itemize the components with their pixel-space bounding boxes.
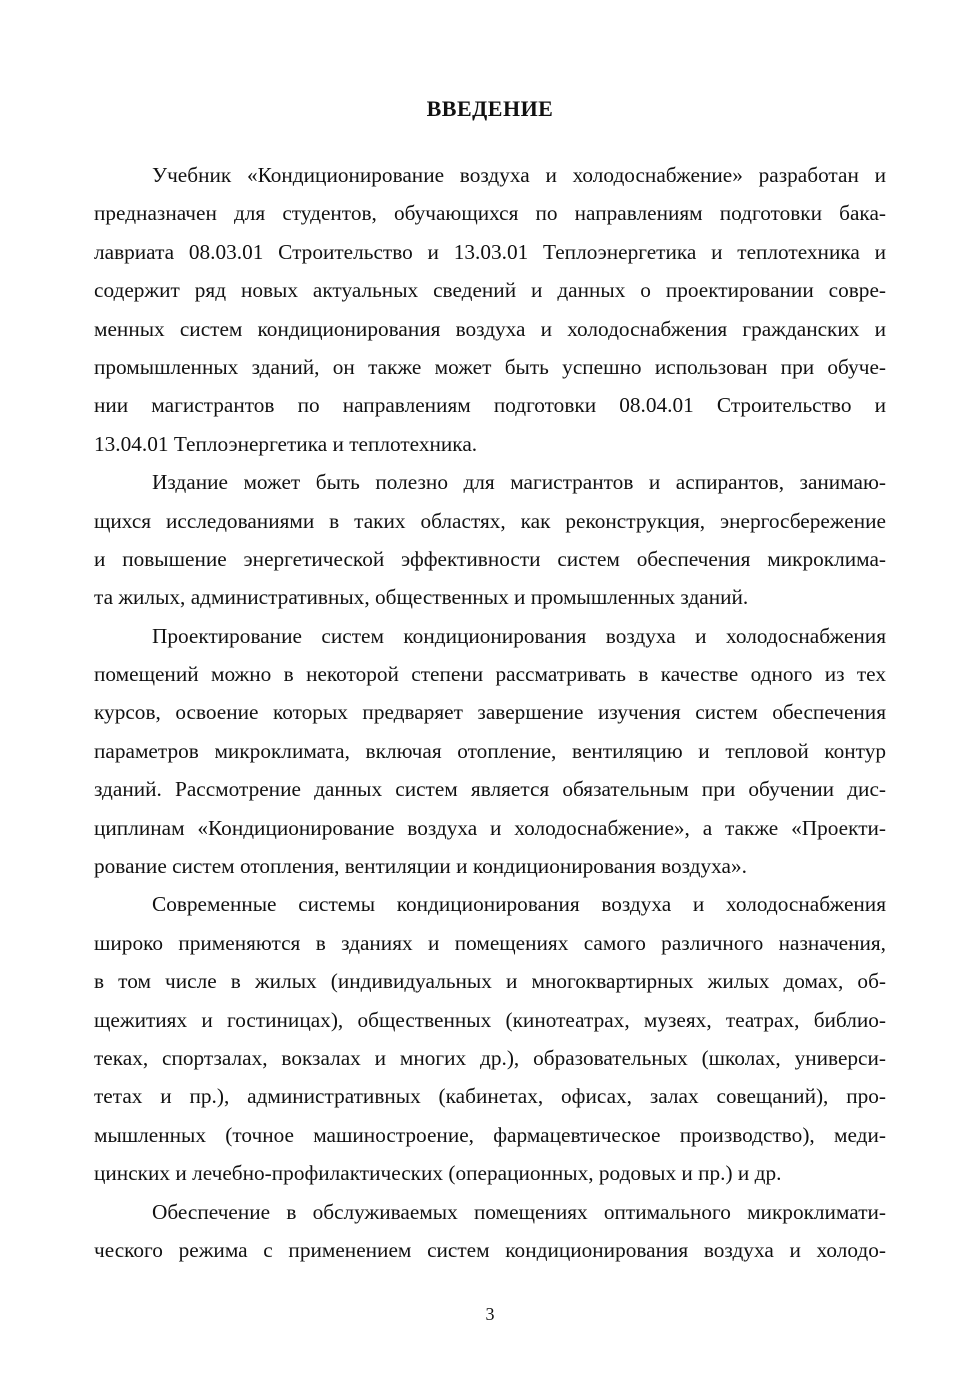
text-line: теках, спортзалах, вокзалах и многих др.), образовательных (школах, универси- (94, 1045, 886, 1070)
text-line: в том числе в жилых (индивидуальных и многоквартирных жилых домах, об- (94, 969, 886, 994)
text-line: мышленных (точное машиностроение, фармацевтическое производство), меди- (94, 1122, 886, 1147)
text-line: щежитиях и гостиницах), общественных (кинотеатрах, музеях, театрах, библио- (94, 1007, 886, 1032)
body-text (94, 156, 886, 1269)
text-line: циплинам «Кондиционирование воздуха и холодоснабжение», а также «Проекти- (94, 815, 886, 840)
text-line: та жилых, административных, общественных и промышленных зданий. (94, 585, 749, 610)
text-line: широко применяются в зданиях и помещениях самого различного назначения, (94, 930, 886, 955)
text-line: Современные системы кондиционирования воздуха и холодоснабжения (152, 892, 886, 917)
text-line: лавриата 08.03.01 Строительство и 13.03.01 Теплоэнергетика и теплотехника и (94, 239, 886, 264)
text-line: нии магистрантов по направлениям подготовки 08.04.01 Строительство и (94, 393, 886, 418)
text-line: Учебник «Кондиционирование воздуха и холодоснабжение» разработан и (152, 163, 886, 187)
text-line: Проектирование систем кондиционирования воздуха и холодоснабжения (152, 623, 886, 648)
paragraph-4 (94, 885, 886, 1192)
text-line: помещений можно в некоторой степени рассматривать в качестве одного из тех (94, 662, 886, 687)
text-line: курсов, освоение которых предваряет завершение изучения систем обеспечения (94, 700, 886, 725)
paragraph-3 (94, 617, 886, 886)
text-line: Издание может быть полезно для магистрантов и аспирантов, занимаю- (152, 470, 886, 495)
text-line: щихся исследованиями в таких областях, как реконструкция, энергосбережение (94, 508, 886, 533)
text-line: зданий. Рассмотрение данных систем является обязательным при обучении дис- (94, 777, 886, 802)
text-line: менных систем кондиционирования воздуха и холодоснабжения гражданских и (94, 316, 886, 341)
text-line: предназначен для студентов, обучающихся по направлениям подготовки бака- (94, 201, 886, 226)
text-line: содержит ряд новых актуальных сведений и данных о проектировании совре- (94, 278, 886, 303)
page-title: ВВЕДЕНИЕ (426, 96, 554, 121)
text-line: и повышение энергетической эффективности систем обеспечения микроклима- (94, 546, 886, 571)
text-line: ческого режима с применением систем кондиционирования воздуха и холодо- (94, 1237, 886, 1262)
text-line: 13.04.01 Теплоэнергетика и теплотехника. (94, 431, 478, 456)
text-line: цинских и лечебно-профилактических (операционных, родовых и пр.) и др. (94, 1161, 782, 1186)
paragraph-5 (94, 1193, 886, 1270)
text-line: промышленных зданий, он также может быть успешно использован при обуче- (94, 354, 886, 379)
paragraph-2 (94, 463, 886, 617)
text-line: Обеспечение в обслуживаемых помещениях оптимального микроклимати- (152, 1199, 886, 1224)
text-line: рование систем отопления, вентиляции и кондиционирования воздуха». (94, 854, 747, 879)
paragraph-1 (94, 156, 886, 463)
text-line: тетах и пр.), административных (кабинетах, офисах, залах совещаний), про- (94, 1084, 886, 1109)
text-line: параметров микроклимата, включая отопление, вентиляцию и тепловой контур (94, 738, 886, 763)
page-number: 3 (485, 1304, 495, 1324)
